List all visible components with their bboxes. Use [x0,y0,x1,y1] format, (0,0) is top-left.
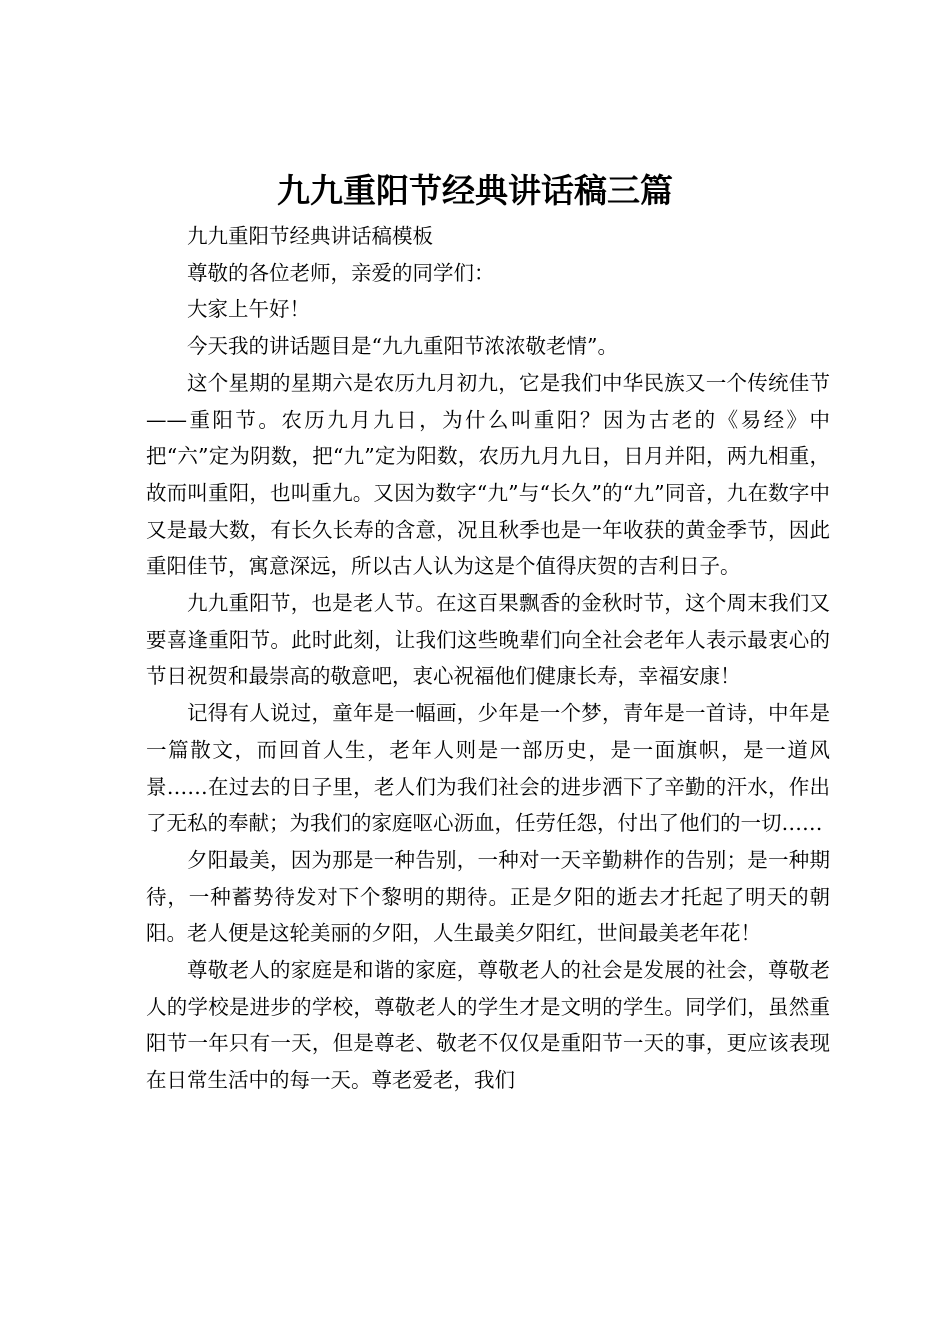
paragraph-respect: 尊敬老人的家庭是和谐的家庭，尊敬老人的社会是发展的社会，尊敬老人的学校是进步的学校，尊敬老人的学生才是文明的学生。同学们，虽然重阳节一年只有一天，但是尊老、敬老不仅仅是重阳节一天的事，更应该表现在日常生活中的每一天。尊老爱老，我们 [146,958,830,1093]
paragraph-greeting: 大家上午好！ [187,297,310,322]
paragraph-topic: 今天我的讲话题目是“九九重阳节浓浓敬老情”。 [187,334,618,359]
paragraph-origin: 这个星期的星期六是农历九月初九，它是我们中华民族又一个传统佳节——重阳节。农历九月九日，为什么叫重阳？因为古老的《易经》中把“六”定为阴数，把“九”定为阳数，农历九月九日，日月并阳，两九相重，故而叫重阳，也叫重九。又因为数字“九”与“长久”的“九”同音，九在数字中又是最大数，有长久长寿的含意，况且秋季也是一年收获的黄金季节，因此重阳佳节，寓意深远，所以古人认为这是个值得庆贺的吉利日子。 [146,370,830,579]
paragraph-life-stages: 记得有人说过，童年是一幅画，少年是一个梦，青年是一首诗，中年是一篇散文，而回首人生，老年人则是一部历史，是一面旗帜，是一道风景……在过去的日子里，老人们为我们社会的进步洒下了辛勤的汗水，作出了无私的奉献；为我们的家庭呕心沥血，任劳任怨，付出了他们的一切…… [146,701,830,836]
paragraph-sunset: 夕阳最美，因为那是一种告别，一种对一天辛勤耕作的告别；是一种期待，一种蓄势待发对下个黎明的期待。正是夕阳的逝去才托起了明天的朝阳。老人便是这轮美丽的夕阳，人生最美夕阳红，世间最美老年花！ [146,847,830,946]
paragraph-salutation: 尊敬的各位老师，亲爱的同学们： [187,260,495,285]
document-title: 九九重阳节经典讲话稿三篇 [277,171,673,210]
paragraph-subtitle: 九九重阳节经典讲话稿模板 [187,224,433,248]
paragraph-elders-day: 九九重阳节，也是老人节。在这百果飘香的金秋时节，这个周末我们又要喜逢重阳节。此时此刻，让我们这些晚辈们向全社会老年人表示最衷心的节日祝贺和最崇高的敬意吧，衷心祝福他们健康长寿，幸福安康！ [146,591,830,689]
document-body [146,218,830,1099]
